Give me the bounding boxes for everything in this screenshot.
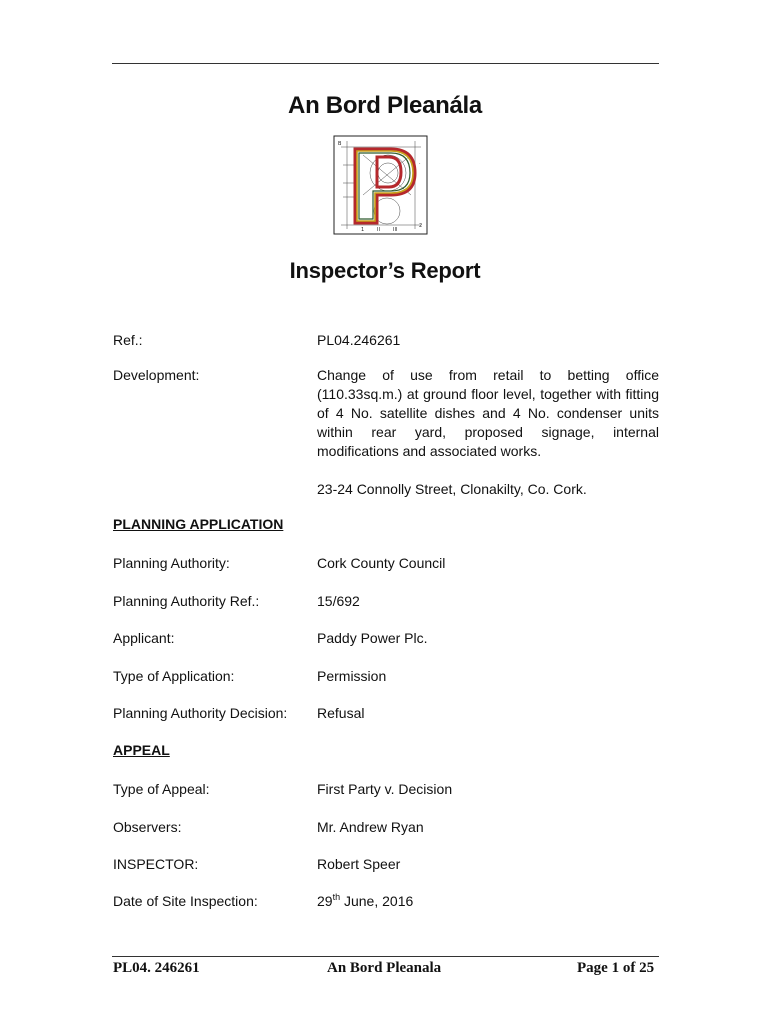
field-value: Cork County Council <box>317 555 446 571</box>
field-label: Observers: <box>113 819 182 835</box>
svg-text:2: 2 <box>419 223 423 229</box>
development-description <box>317 366 659 461</box>
field-label: Type of Appeal: <box>113 781 210 797</box>
header-rule <box>112 63 659 64</box>
field-label: Planning Authority Ref.: <box>113 593 260 609</box>
development-line: of 4 No. satellite dishes and 4 No. condenser units <box>317 405 659 421</box>
svg-text:II: II <box>377 227 380 233</box>
report-title: Inspector’s Report <box>289 258 481 283</box>
footer-org: An Bord Pleanala <box>327 960 442 976</box>
inspection-date <box>317 892 659 911</box>
field-label: Applicant: <box>113 630 175 646</box>
ref-label: Ref.: <box>113 332 143 348</box>
planning-application-heading: PLANNING APPLICATION <box>113 516 284 532</box>
svg-text:B: B <box>338 141 342 147</box>
appeal-heading: APPEAL <box>113 742 170 758</box>
svg-text:·: · <box>419 161 421 167</box>
ordinal-suffix: th <box>332 892 341 902</box>
document-title: An Bord Pleanála <box>288 92 482 119</box>
footer-ref: PL04. 246261 <box>113 960 200 976</box>
development-line: Change of use from retail to betting office <box>317 367 659 383</box>
ref-value: PL04.246261 <box>317 332 401 348</box>
field-label: Date of Site Inspection: <box>113 893 258 909</box>
field-value: Refusal <box>317 705 365 721</box>
field-label: Planning Authority Decision: <box>113 705 288 721</box>
an-bord-pleanala-logo-icon <box>333 135 428 235</box>
field-label: Planning Authority: <box>113 555 230 571</box>
inspection-month-year: June, 2016 <box>340 893 414 909</box>
field-label: Type of Application: <box>113 668 235 684</box>
development-line: within rear yard, proposed signage, internal <box>317 424 659 440</box>
field-value: First Party v. Decision <box>317 781 453 797</box>
field-value: Mr. Andrew Ryan <box>317 819 424 835</box>
inspection-day: 29 <box>317 893 333 909</box>
development-label: Development: <box>113 367 200 383</box>
development-line: modifications and associated works. <box>317 443 542 459</box>
field-value: 15/692 <box>317 593 360 609</box>
field-value: Paddy Power Plc. <box>317 630 428 646</box>
svg-text:III: III <box>393 227 398 233</box>
field-value: Robert Speer <box>317 856 401 872</box>
footer-rule <box>112 956 659 957</box>
site-address: 23-24 Connolly Street, Clonakilty, Co. Cork. <box>317 481 587 497</box>
field-value: Permission <box>317 668 387 684</box>
svg-text:1: 1 <box>361 227 365 233</box>
field-label: INSPECTOR: <box>113 856 199 872</box>
footer-page-number: Page 1 of 25 <box>577 960 655 976</box>
development-line: (110.33sq.m.) at ground floor level, together with fitting <box>317 386 659 402</box>
